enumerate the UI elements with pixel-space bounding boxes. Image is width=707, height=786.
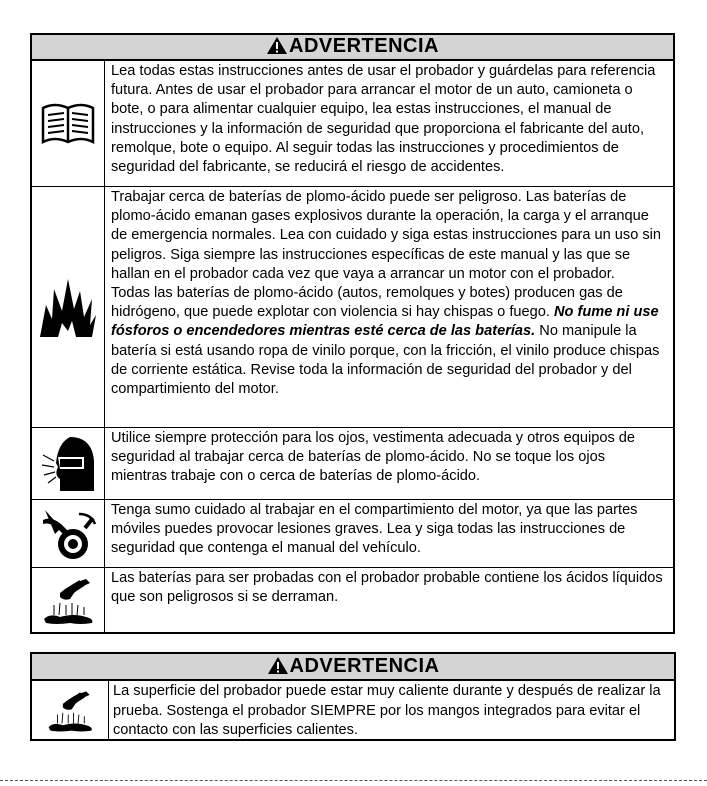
warning-title: ADVERTENCIA: [289, 655, 440, 677]
section-paragraph: Todas las baterías de plomo-ácido (autos, remolques y botes) producen gas de hidrógeno, que puede explotar con violencia si hay chispas o fuego. No fume ni use fósforos o encendedores mientras esté cerca de las baterías. No manipule la batería si está usando ropa de vinilo porque, con la fricción, el vinilo produce chispas de corriente estática. Revise toda la información de seguridad del probador y del compartimiento del motor.: [111, 285, 660, 398]
warning-section-eye-protection: [32, 428, 673, 500]
eye-protection-icon: [32, 428, 105, 499]
warning-box-1: [30, 33, 675, 634]
warning-box-2: [30, 652, 676, 741]
corrosive-acid-icon: [32, 568, 105, 634]
section-text: Lea todas estas instrucciones antes de usar el probador y guárdelas para referencia futura. Antes de usar el probador para arrancar el motor de un auto, camioneta o bote, o para alimentar cualquier equipo, lea estas instrucciones, el manual de instrucciones y la información de seguridad que proporciona el fabricante del auto, remolque, bote o equipo. Al seguir todas las instrucciones y procedimientos de seguridad del fabricante, se reducirá el riesgo de accidentes.: [111, 63, 656, 176]
warning-header: [32, 35, 673, 61]
warning-section-explosive-gas: [32, 187, 673, 428]
section-text: Tenga sumo cuidado al trabajar en el compartimiento del motor, ya que las partes móviles puedes provocar lesiones graves. Lea y siga todas las instrucciones de seguridad que contenga el manual del vehículo.: [111, 502, 638, 557]
section-text: [105, 187, 673, 427]
explosion-icon: [32, 187, 105, 427]
page-bottom-divider: [0, 780, 707, 781]
no-smoking-warning: No fume ni use fósforos o encendedores mientras esté cerca de las baterías.: [111, 304, 659, 340]
warning-triangle-icon: [267, 656, 289, 675]
manual-book-icon: [32, 61, 105, 186]
section-paragraph: Trabajar cerca de baterías de plomo-ácido puede ser peligroso. Las baterías de plomo-ácido emanan gases explosivos durante la operación, la carga y el arranque de emergencia normales. Lea con cuidado y siga estas instrucciones para un uso sin peligros. Siga siempre las instrucciones específicas de este manual y las que se hallan en el probador cada vez que vaya a arrancar un motor con el probador.: [111, 189, 662, 282]
section-text: Las baterías para ser probadas con el probador probable contiene los ácidos líquidos que son peligrosos si se derraman.: [111, 570, 663, 606]
warning-triangle-icon: [266, 36, 288, 55]
warning-section-read-manual: [32, 61, 673, 187]
warning-section-hot-surface: [32, 681, 674, 741]
warning-title: ADVERTENCIA: [289, 35, 439, 57]
warning-section-acid: [32, 568, 673, 634]
section-text: Utilice siempre protección para los ojos, vestimenta adecuada y otros equipos de seguridad al trabajar cerca de baterías de plomo-ácido. No se toque los ojos mientras trabaje con o cerca de baterías de plomo-ácido.: [111, 430, 636, 485]
moving-parts-icon: [32, 500, 105, 567]
warning-header: [32, 654, 674, 681]
hot-surface-icon: [32, 681, 109, 741]
section-text: La superficie del probador puede estar muy caliente durante y después de realizar la prueba. Sostenga el probador SIEMPRE por los mangos integrados para evitar el contacto con las superficies calientes.: [113, 683, 661, 738]
warning-section-moving-parts: [32, 500, 673, 568]
